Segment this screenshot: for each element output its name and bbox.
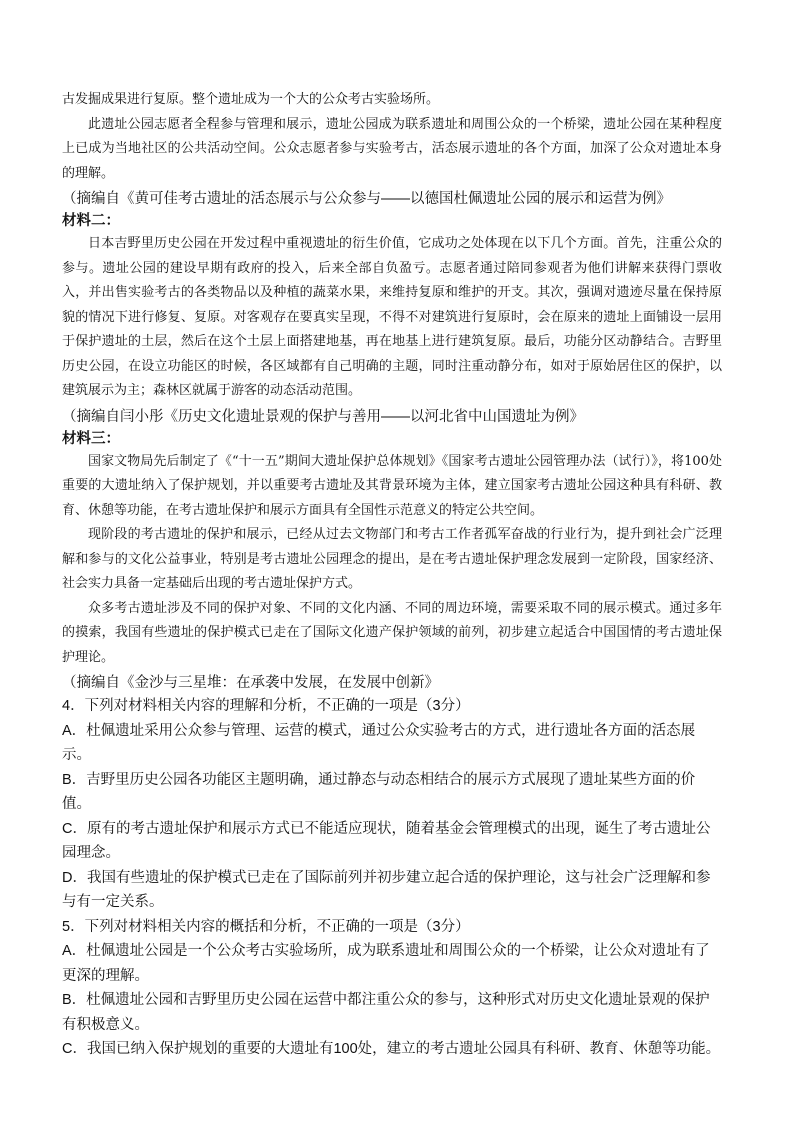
question5-stem: 5．下列对材料相关内容的概括和分析，不正确的一项是（3分） bbox=[62, 918, 470, 935]
question4-option-c: C．原有的考古遗址保护和展示方式已不能适应现状，随着基金会管理模式的出现，诞生了考古遗址公园理念。 bbox=[62, 820, 711, 861]
question4-option-a: A．杜佩遗址采用公众参与管理、运营的模式，通过公众实验考古的方式，进行遗址各方面的活态展示。 bbox=[62, 722, 696, 763]
material3-paragraph-3: 众多考古遗址涉及不同的保护对象、不同的文化内涵、不同的周边环境，需要采取不同的展示模式。通过多年的摸索，我国有些遗址的保护模式已走在了国际文化遗产保护领域的前列，初步建立起适合中国国情的考古遗址保护理论。 bbox=[62, 600, 722, 665]
material3-source: （摘编自《金沙与三星堆：在承袭中发展，在发展中创新》 bbox=[62, 675, 439, 691]
question5-option-c: C．我国已纳入保护规划的重要的大遗址有100处，建立的考古遗址公园具有科研、教育、休憩等功能。 bbox=[62, 1041, 721, 1057]
material1-paragraph-2: 此遗址公园志愿者全程参与管理和展示，遗址公园成为联系遗址和周围公众的一个桥梁，遗址公园在某种程度上已成为当地社区的公共活动空间。公众志愿者参与实验考古，活态展示遗址的各个方面，加深了公众对遗址本身的理解。 bbox=[62, 116, 722, 181]
question4-option-d: D．我国有些遗址的保护模式已走在了国际前列并初步建立起合适的保护理论，这与社会广泛理解和参与有一定关系。 bbox=[62, 869, 711, 910]
material2-source: （摘编自闫小彤《历史文化遗址景观的保护与善用——以河北省中山国遗址为例》 bbox=[62, 408, 584, 425]
question5-option-a: A．杜佩遗址公园是一个公众考古实验场所，成为联系遗址和周围公众的一个桥梁，让公众对遗址有了更深的理解。 bbox=[62, 943, 710, 984]
question4-option-b: B．吉野里历史公园各功能区主题明确，通过静态与动态相结合的展示方式展现了遗址某些方面的价值。 bbox=[62, 771, 696, 812]
material3-paragraph-2: 现阶段的考古遗址的保护和展示，已经从过去文物部门和考古工作者孤军奋战的行业行为，提升到社会广泛理解和参与的文化公益事业，特别是考古遗址公园理念的提出，是在考古遗址保护理念发展到一定阶段，国家经济、社会实力具备一定基础后出现的考古遗址保护方式。 bbox=[62, 527, 722, 591]
material1-source: （摘编自《黄可佳考古遗址的活态展示与公众参与——以德国杜佩遗址公园的展示和运营为例》 bbox=[62, 191, 671, 207]
material3-paragraph-1: 国家文物局先后制定了《“十一五”期间大遗址保护总体规划》《国家考古遗址公园管理办法（试行）》，将100处重要的大遗址纳入了保护规划，并以重要考古遗址及其背景环境为主体，建立国家考古遗址公园这种具有科研、教育、休憩等功能，在考古遗址保护和展示方面具有全国性示范意义的特定公共空间。 bbox=[62, 453, 722, 518]
material1-paragraph-1: 古发掘成果进行复原。整个遗址成为一个大的公众考古实验场所。 bbox=[62, 92, 440, 107]
question5-option-b: B．杜佩遗址公园和吉野里历史公园在运营中都注重公众的参与，这种形式对历史文化遗址景观的保护有积极意义。 bbox=[62, 992, 710, 1033]
material2-paragraph-1: 日本吉野里历史公园在开发过程中重视遗址的衍生价值，它成功之处体现在以下几个方面。首先，注重公众的参与。遗址公园的建设早期有政府的投入，后来全部自负盈亏。志愿者通过陪同参观者为他们讲解来获得门票收入，并出售实验考古的各类物品以及种植的蔬菜水果，来维持复原和维护的开支。其次，强调对遗迹尽量在保持原貌的情况下进行修复、复原。对客观存在要真实呈现，不得不对建筑进行复原时，会在原来的遗址上面铺设一层用于保护遗址的土层，然后在这个土层上面搭建地基，再在地基上进行建筑复原。最后，功能分区动静结合。吉野里历史公园，在设立功能区的时候，各区域都有自己明确的主题，同时注重动静分布，如对于原始居住区的保护，以建筑展示为主；森林区就属于游客的动态活动范围。 bbox=[62, 236, 722, 398]
material3-heading: 材料三： bbox=[62, 430, 120, 447]
question4-stem: 4．下列对材料相关内容的理解和分析，不正确的一项是（3分） bbox=[62, 698, 470, 714]
material2-heading: 材料二： bbox=[62, 213, 120, 229]
